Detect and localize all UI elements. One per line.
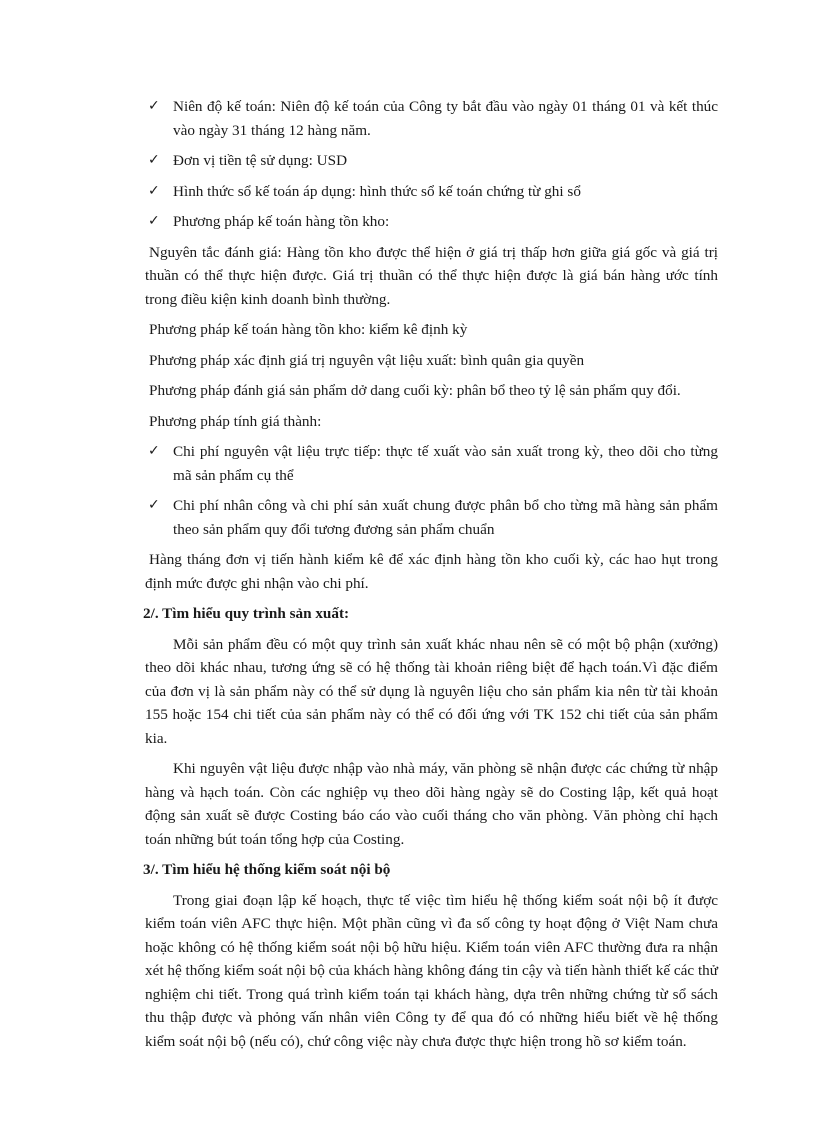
- paragraph: Phương pháp xác định giá trị nguyên vật liệu xuất: bình quân gia quyền: [149, 351, 585, 369]
- check-mark-icon: ✓: [148, 152, 160, 168]
- check-mark-icon: ✓: [148, 213, 160, 229]
- list-item: [145, 494, 718, 541]
- list-item: [145, 440, 718, 487]
- list-item-text: Chi phí nhân công và chi phí sản xuất chung được phân bổ cho từng mã hàng sản phẩm theo sản phẩm quy đổi tương đương sản phẩm chuẩn: [173, 497, 718, 538]
- paragraph: Hàng tháng đơn vị tiến hành kiểm kê để xác định hàng tồn kho cuối kỳ, các hao hụt trong định mức được ghi nhận vào chi phí.: [145, 551, 718, 592]
- paragraph: Phương pháp kế toán hàng tồn kho: kiểm kê định kỳ: [149, 321, 468, 338]
- check-mark-icon: ✓: [148, 497, 160, 513]
- paragraph: Trong giai đoạn lập kế hoạch, thực tế việc tìm hiểu hệ thống kiểm soát nội bộ ít được kiểm toán viên AFC thực hiện. Một phần cũng vì đa số công ty hoạt động ở Việt Nam chưa hoặc không có hệ thống kiểm soát nội bộ hữu hiệu. Kiểm toán viên AFC thường đưa ra nhận xét hệ thống kiểm soát nội bộ của khách hàng không đáng tin cậy và tiến hành thiết kế các thử nghiệm chi tiết. Trong quá trình kiểm toán tại khách hàng, dựa trên những chứng từ sổ sách thu thập được và phỏng vấn nhân viên Công ty để qua đó có những hiểu biết về hệ thống kiểm soát nội bộ (nếu có), chứ công việc này chưa được thực hiện trong hồ sơ kiểm toán.: [145, 891, 718, 1050]
- check-mark-icon: ✓: [148, 98, 160, 114]
- paragraph: Phương pháp tính giá thành:: [149, 412, 322, 430]
- paragraph: Nguyên tắc đánh giá: Hàng tồn kho được thể hiện ở giá trị thấp hơn giữa giá gốc và giá trị thuần có thể thực hiện được. Giá trị thuần có thể thực hiện được là giá bán hàng ước tính trong điều kiện kinh doanh bình thường.: [145, 243, 718, 308]
- list-item-text: Chi phí nguyên vật liệu trực tiếp: thực tế xuất vào sản xuất trong kỳ, theo dõi cho từng mã sản phẩm cụ thể: [173, 443, 718, 484]
- list-item-text: Hình thức sổ kế toán áp dụng: hình thức sổ kế toán chứng từ ghi sổ: [173, 182, 581, 200]
- paragraph: Mỗi sản phẩm đều có một quy trình sản xuất khác nhau nên sẽ có một bộ phận (xưởng) theo dõi khác nhau, tương ứng sẽ có hệ thống tài khoản riêng biệt để hạch toán.Vì đặc điểm của đơn vị là sản phẩm này có thể sử dụng là nguyên liệu cho sản phẩm kia nên từ tài khoản 155 hoặc 154 chi tiết của sản phẩm này có thể có đối ứng với TK 152 chi tiết của sản phẩm kia.: [145, 635, 718, 747]
- list-item-text: Niên độ kế toán: Niên độ kế toán của Công ty bắt đầu vào ngày 01 tháng 01 và kết thúc vào ngày 31 tháng 12 hàng năm.: [173, 98, 718, 139]
- list-item: [145, 210, 718, 234]
- list-item-text: Phương pháp kế toán hàng tồn kho:: [173, 213, 390, 230]
- list-item: [145, 149, 718, 173]
- section-heading: 3/. Tìm hiểu hệ thống kiểm soát nội bộ: [143, 861, 391, 878]
- paragraph: Phương pháp đánh giá sản phẩm dở dang cuối kỳ: phân bổ theo tỷ lệ sản phẩm quy đổi.: [149, 382, 681, 399]
- list-item: [145, 95, 718, 142]
- section-heading: 2/. Tìm hiểu quy trình sản xuất:: [143, 605, 350, 622]
- paragraph: Khi nguyên vật liệu được nhập vào nhà máy, văn phòng sẽ nhận được các chứng từ nhập hàng và hạch toán. Còn các nghiệp vụ theo dõi hàng ngày sẽ do Costing lập, kết quả hoạt động sản xuất sẽ được Costing báo cáo vào cuối tháng cho văn phòng. Văn phòng chỉ hạch toán những bút toán tổng hợp của Costing.: [145, 760, 718, 848]
- document-body: [145, 95, 718, 1060]
- list-item-text: Đơn vị tiền tệ sử dụng: USD: [173, 152, 348, 169]
- check-mark-icon: ✓: [148, 443, 160, 459]
- list-item: [145, 180, 718, 204]
- check-mark-icon: ✓: [148, 182, 160, 199]
